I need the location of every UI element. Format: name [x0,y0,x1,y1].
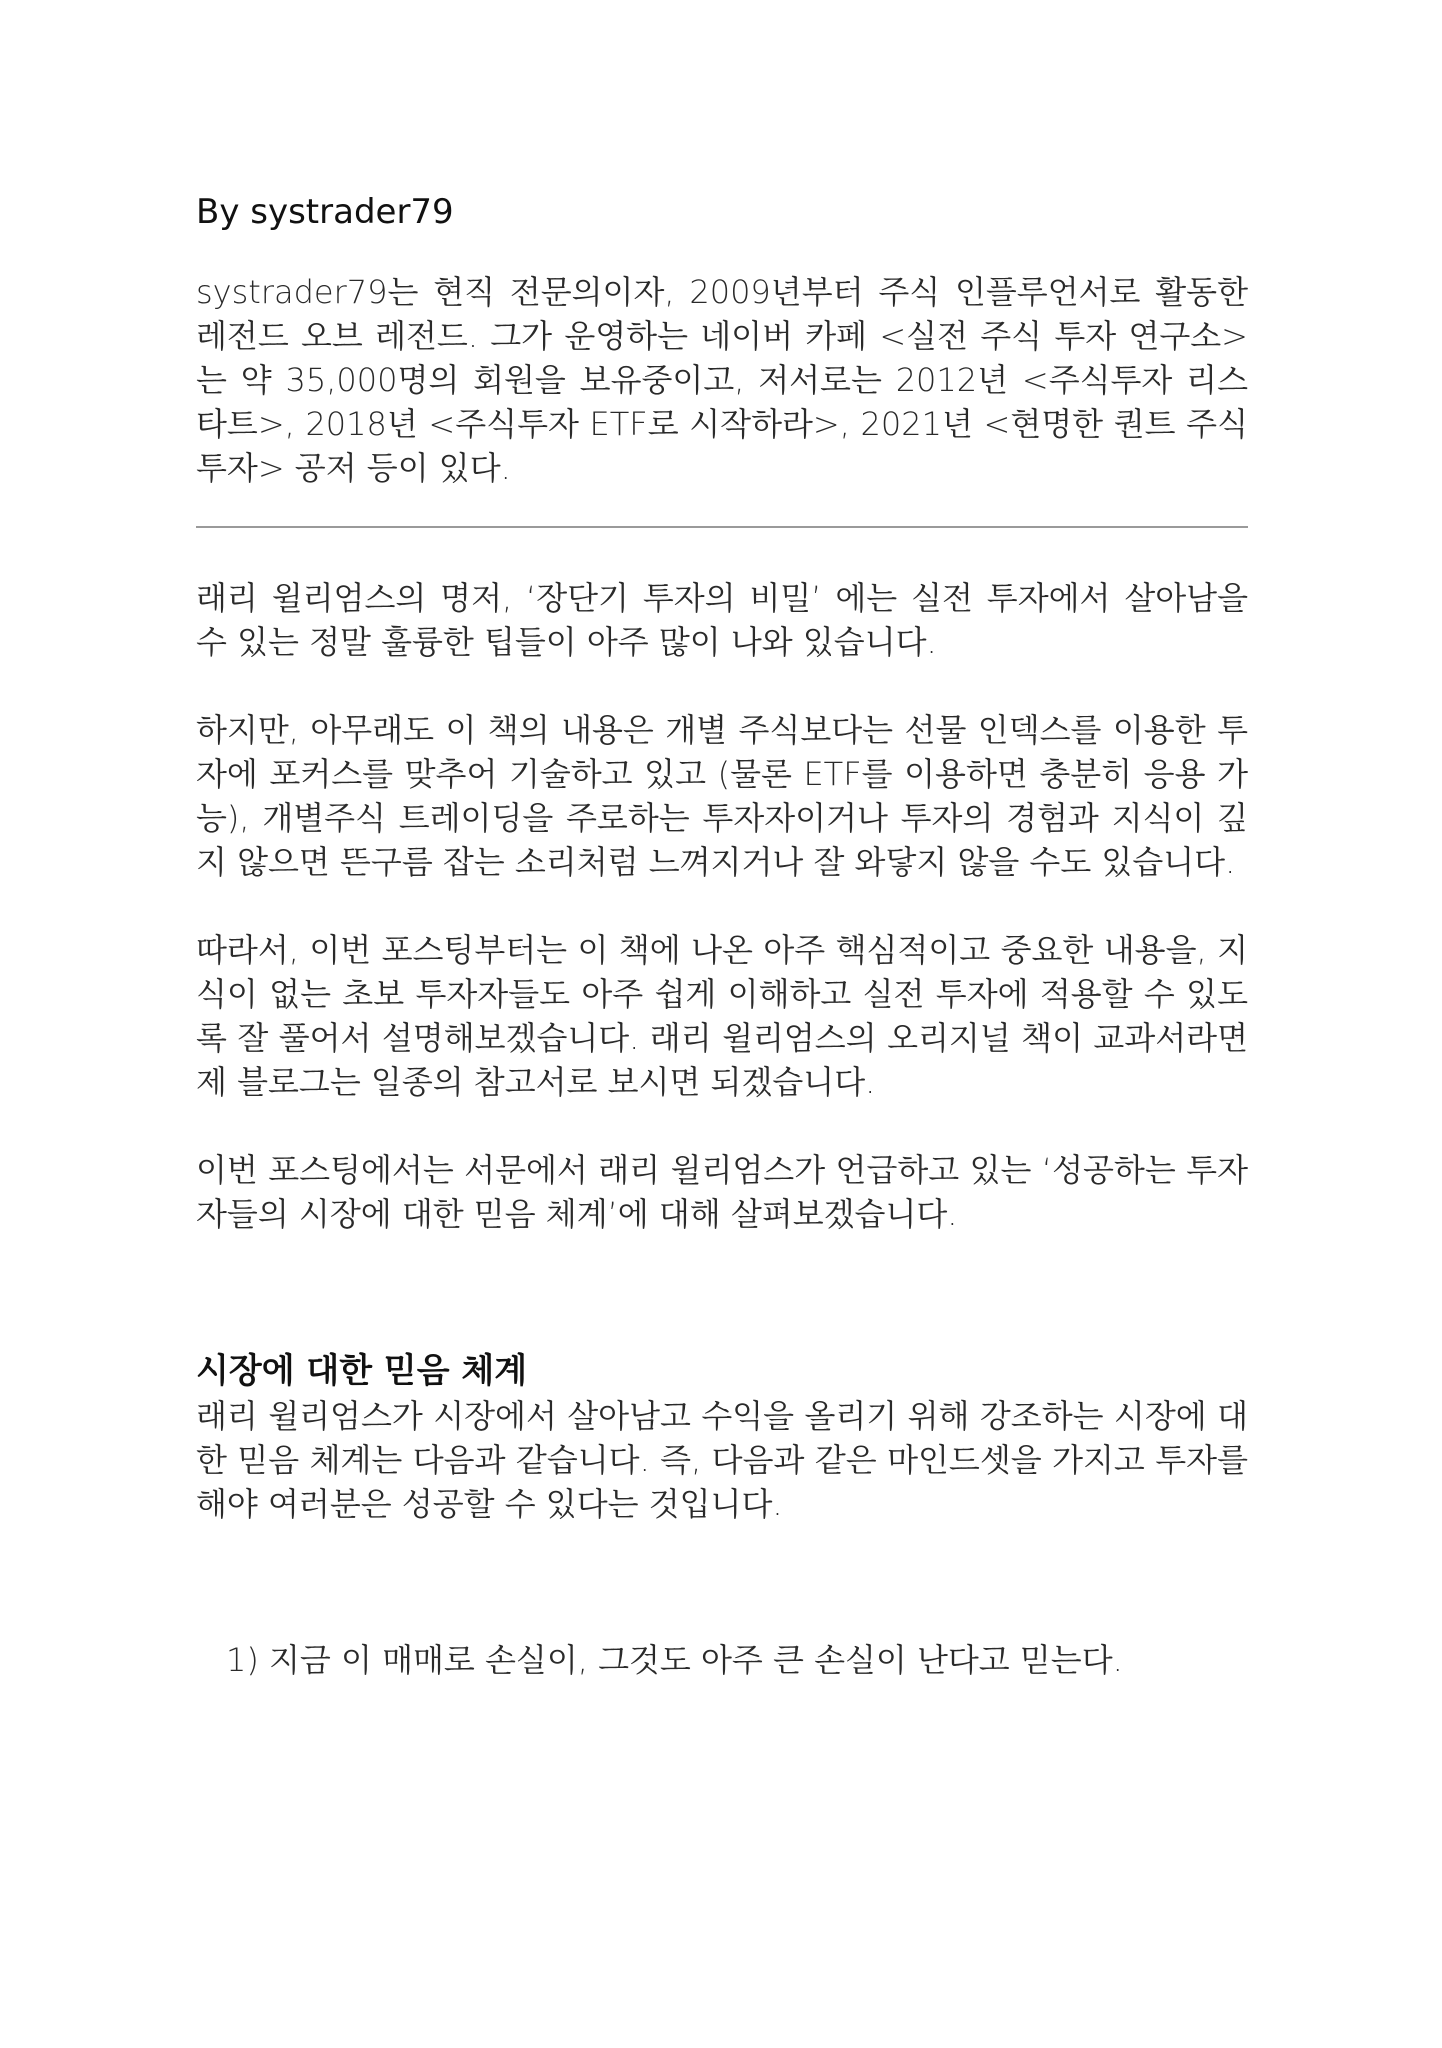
belief-list-item: 1) 지금 이 매매로 손실이, 그것도 아주 큰 손실이 난다고 믿는다. [226,1641,1123,1679]
document-page [196,188,1248,1682]
topic-paragraph: 이번 포스팅에서는 서문에서 래리 윌리엄스가 언급하고 있는 ‘성공하는 투자자들의 시장에 대한 믿음 체계’에 대해 살펴보겠습니다. [196,1151,1248,1233]
intro-paragraph: 래리 윌리엄스의 명저, ‘장단기 투자의 비밀’ 에는 실전 투자에서 살아남을 수 있는 정말 훌륭한 팁들이 아주 많이 나와 있습니다. [196,579,1248,661]
section-heading: 시장에 대한 믿음 체계 [196,1351,528,1391]
context-paragraph: 하지만, 아무래도 이 책의 내용은 개별 주식보다는 선물 인덱스를 이용한 투자에 포커스를 맞추어 기술하고 있고 (물론 ETF를 이용하면 충분히 응용 가능), 개별주식 트레이딩을 주로하는 투자자이거나 투자의 경험과 지식이 깊지 않으면 뜬구름 잡는 소리처럼 느껴지거나 잘 와닿지 않을 수도 있습니다. [196,711,1248,881]
section-divider [196,526,1248,528]
section-body: 래리 윌리엄스가 시장에서 살아남고 수익을 올리기 위해 강조하는 시장에 대한 믿음 체계는 다음과 같습니다. 즉, 다음과 같은 마인드셋을 가지고 투자를 해야 여러분은 성공할 수 있다는 것입니다. [196,1397,1248,1523]
author-bio: systrader79는 현직 전문의이자, 2009년부터 주식 인플루언서로 활동한 레전드 오브 레전드. 그가 운영하는 네이버 카페 <실전 주식 투자 연구소>는 약 35,000명의 회원을 보유중이고, 저서로는 2012년 <주식투자 리스타트>, 2018년 <주식투자 ETF로 시작하라>, 2021년 <현명한 퀀트 주식투자> 공저 등이 있다. [196,273,1248,487]
purpose-paragraph: 따라서, 이번 포스팅부터는 이 책에 나온 아주 핵심적이고 중요한 내용을, 지식이 없는 초보 투자자들도 아주 쉽게 이해하고 실전 투자에 적용할 수 있도록 잘 풀어서 설명해보겠습니다. 래리 윌리엄스의 오리지널 책이 교과서라면 제 블로그는 일종의 참고서로 보시면 되겠습니다. [196,931,1248,1101]
author-byline: By systrader79 [196,192,454,232]
